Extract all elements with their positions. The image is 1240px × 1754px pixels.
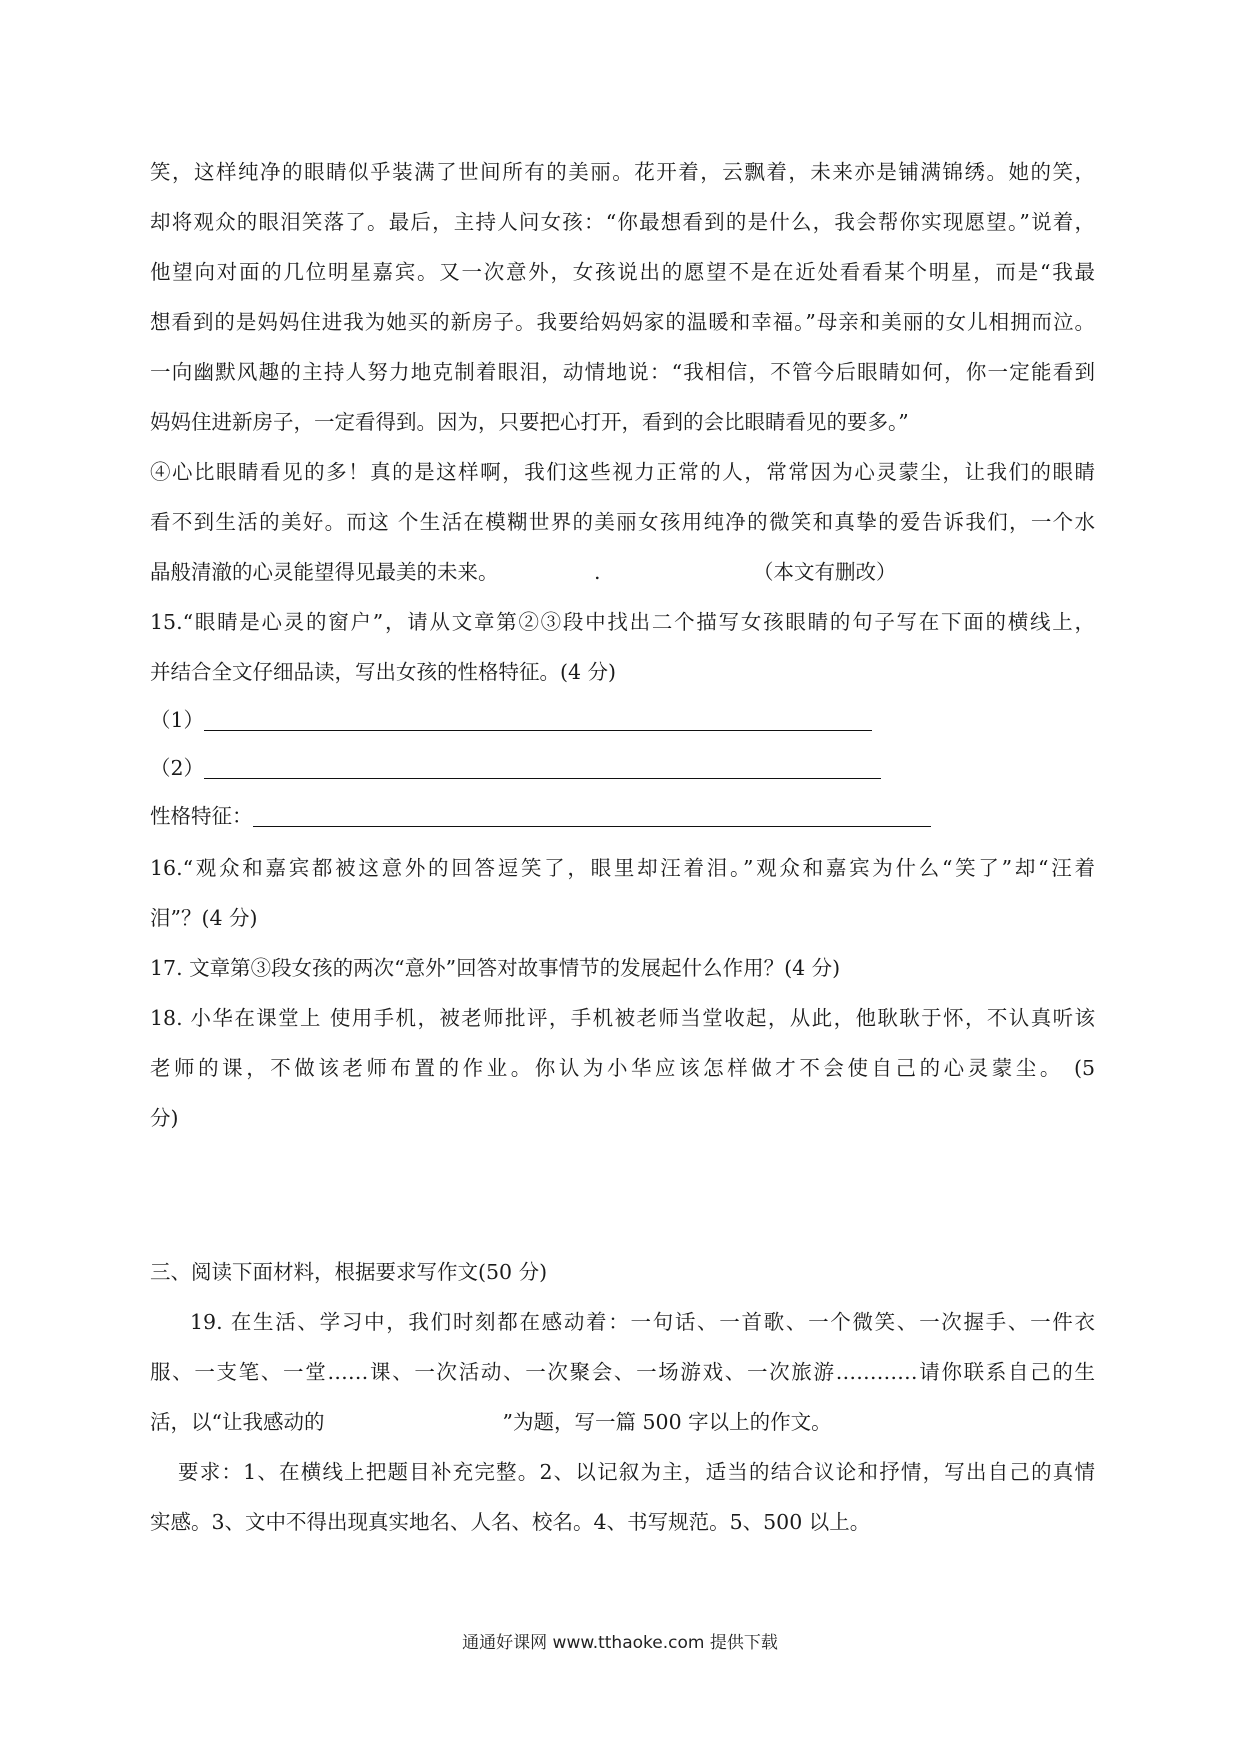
passage-line: 却将观众的眼泪笑落了。最后，主持人问女孩：“你最想看到的是什么，我会帮你实现愿望。”说着， (150, 210, 1095, 234)
trait-blank-line[interactable] (253, 802, 931, 827)
q18-line: 老师的课，不做该老师布置的作业。你认为小华应该怎样做才不会使自己的心灵蒙尘。 (5 (150, 1056, 1095, 1080)
answer-blank-line[interactable] (204, 706, 872, 731)
q19-title-prefix: 活，以“让我感动的 (150, 1410, 325, 1434)
stray-mark: . (594, 560, 601, 584)
q16-line: 泪”？(4 分) (150, 906, 258, 930)
passage-line: 看不到生活的美好。而这 个生活在模糊世界的美丽女孩用纯净的微笑和真挚的爱告诉我们，一个水 (150, 510, 1095, 534)
q19-title-line (150, 1408, 1095, 1436)
q18-line: 18. 小华在课堂上 使用手机，被老师批评，手机被老师当堂收起，从此，他耿耿于怀，不认真听该 (150, 1006, 1095, 1030)
passage-line: ④心比眼睛看见的多！真的是这样啊，我们这些视力正常的人，常常因为心灵蒙尘，让我们的眼睛 (150, 460, 1095, 484)
q18-line: 分) (150, 1106, 179, 1130)
answer-blank-line[interactable] (204, 754, 881, 779)
passage-line-text: 晶般清澈的心灵能望得见最美的未来。 (150, 560, 499, 584)
page-footer: 通通好课网 www.tthaoke.com 提供下载 (462, 1633, 778, 1653)
q15-line: 15.“眼睛是心灵的窗户”，请从文章第②③段中找出二个描写女孩眼睛的句子写在下面的横线上， (150, 610, 1095, 634)
q15-trait-row (150, 802, 931, 830)
passage-line: 妈妈住进新房子，一定看得到。因为，只要把心打开，看到的会比眼睛看见的要多。” (150, 410, 909, 434)
section3-heading: 三、阅读下面材料，根据要求写作文(50 分) (150, 1260, 548, 1284)
requirements-line: 实感。3、文中不得出现真实地名、人名、校名。4、书写规范。5、500 以上。 (150, 1510, 871, 1534)
requirements-line: 要求：1、在横线上把题目补充完整。2、以记叙为主，适当的结合议论和抒情，写出自己的真情 (178, 1460, 1095, 1484)
q19-line: 服、一支笔、一堂……课、一次活动、一次聚会、一场游戏、一次旅游…………请你联系自己的生 (150, 1360, 1095, 1384)
q15-line: 并结合全文仔细品读，写出女孩的性格特征。(4 分) (150, 660, 617, 684)
q15-answer-row-1 (150, 706, 872, 734)
revision-note: （本文有删改） (753, 560, 897, 584)
passage-line: 想看到的是妈妈住进我为她买的新房子。我要给妈妈家的温暖和幸福。”母亲和美丽的女儿相拥而泣。 (150, 310, 1095, 334)
answer-label: （2） (150, 756, 205, 780)
answer-label: （1） (150, 708, 205, 732)
q16-line: 16.“观众和嘉宾都被这意外的回答逗笑了，眼里却汪着泪。”观众和嘉宾为什么“笑了”却“汪着 (150, 856, 1095, 880)
q15-answer-row-2 (150, 754, 881, 782)
passage-line: 他望向对面的几位明星嘉宾。又一次意外，女孩说出的愿望不是在近处看看某个明星，而是“我最 (150, 260, 1095, 284)
passage-line: 笑，这样纯净的眼睛似乎装满了世间所有的美丽。花开着，云飘着，未来亦是铺满锦绣。她的笑， (150, 160, 1095, 184)
trait-label: 性格特征： (150, 804, 253, 828)
passage-last-line (150, 558, 1095, 586)
q19-title-suffix: ”为题，写一篇 500 字以上的作文。 (502, 1410, 832, 1434)
passage-line: 一向幽默风趣的主持人努力地克制着眼泪，动情地说：“我相信，不管今后眼睛如何，你一定能看到 (150, 360, 1095, 384)
q19-line: 19. 在生活、学习中，我们时刻都在感动着：一句话、一首歌、一个微笑、一次握手、一件衣 (190, 1310, 1095, 1334)
q17-line: 17. 文章第③段女孩的两次“意外”回答对故事情节的发展起什么作用？(4 分) (150, 956, 841, 980)
